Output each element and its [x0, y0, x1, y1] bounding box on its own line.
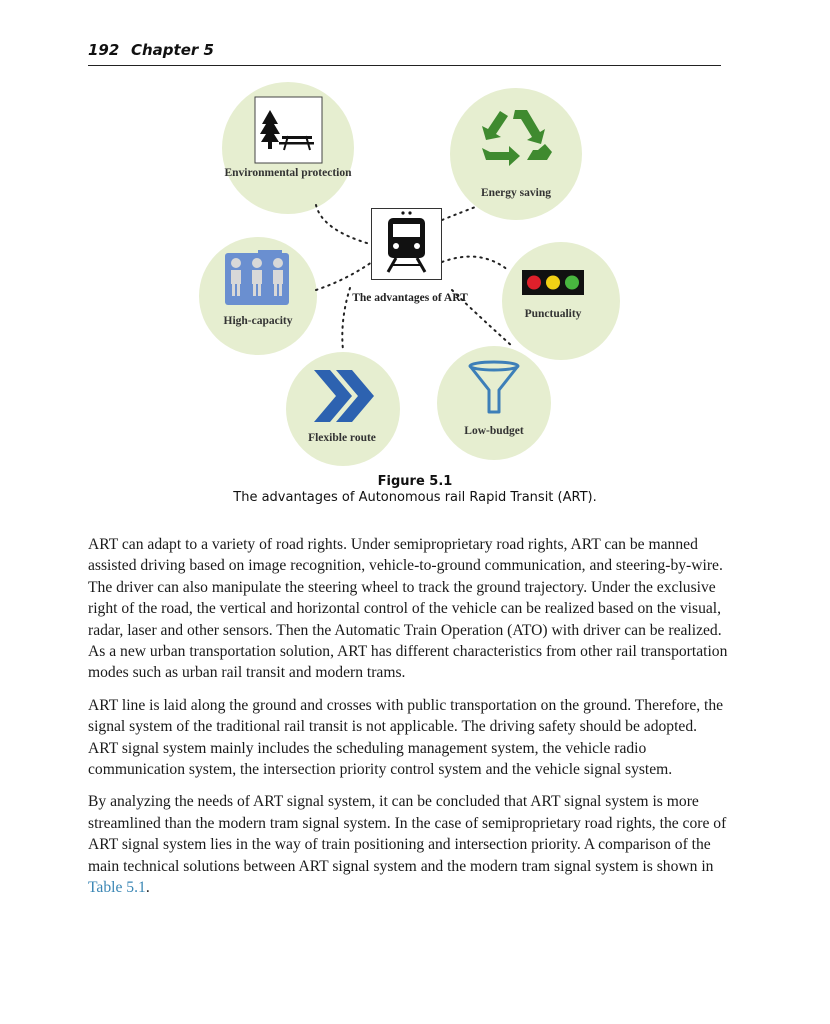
- figure-caption-text: The advantages of Autonomous rail Rapid Transit (ART).: [233, 490, 597, 505]
- figure-5-1: [0, 70, 830, 480]
- label-environmental: Environmental protection: [224, 167, 352, 179]
- label-capacity: High-capacity: [223, 315, 293, 327]
- figure-caption-label: Figure 5.1: [377, 474, 453, 489]
- page-number: 192: [88, 41, 120, 59]
- paragraph-3: [88, 791, 728, 898]
- label-flexible: Flexible route: [308, 432, 376, 444]
- body-text: [88, 534, 728, 910]
- train-icon: [388, 211, 425, 272]
- train-overlay: [0, 70, 830, 480]
- paragraph-3-text: By analyzing the needs of ART signal system, it can be concluded that ART signal system is more streamlined than the modern tram signal system. In the case of semiproprietary road rights, the core of ART signal system lies in the way of train positioning and intersection priority. A comparison of the main technical solutions between ART signal system and the modern tram signal system is shown in: [88, 793, 727, 875]
- chapter-title: Chapter 5: [131, 41, 214, 59]
- label-budget: Low-budget: [464, 425, 524, 437]
- label-punctuality: Punctuality: [524, 308, 582, 320]
- paragraph-2: ART line is laid along the ground and crosses with public transportation on the ground. Therefore, the signal system of the traditional rail transit is not applicable. The driving safety should be adopted. ART signal system mainly includes the scheduling management system, the vehicle radio communication system, the intersection priority control system and the vehicle signal system.: [88, 696, 724, 779]
- running-header: [88, 38, 721, 66]
- table-5-1-link[interactable]: Table 5.1: [88, 879, 146, 897]
- paragraph-3-end: .: [145, 879, 150, 897]
- paragraph-1: ART can adapt to a variety of road rights. Under semiproprietary road rights, ART can be manned assisted driving based on image recognition, vehicle-to-ground communication, and steering-by-wire. The driver can also manipulate the steering wheel to track the ground trajectory. Under the exclusive right of the road, the vertical and horizontal control of the vehicle can be realized based on the visual, radar, laser and other sensors. Then the Automatic Train Operation (ATO) with driver can be realized. As a new urban transportation solution, ART has different characteristics from other rail transportation modes such as urban rail transit and modern trams.: [88, 536, 728, 682]
- center-label: The advantages of ART: [352, 292, 468, 304]
- label-energy: Energy saving: [481, 187, 551, 199]
